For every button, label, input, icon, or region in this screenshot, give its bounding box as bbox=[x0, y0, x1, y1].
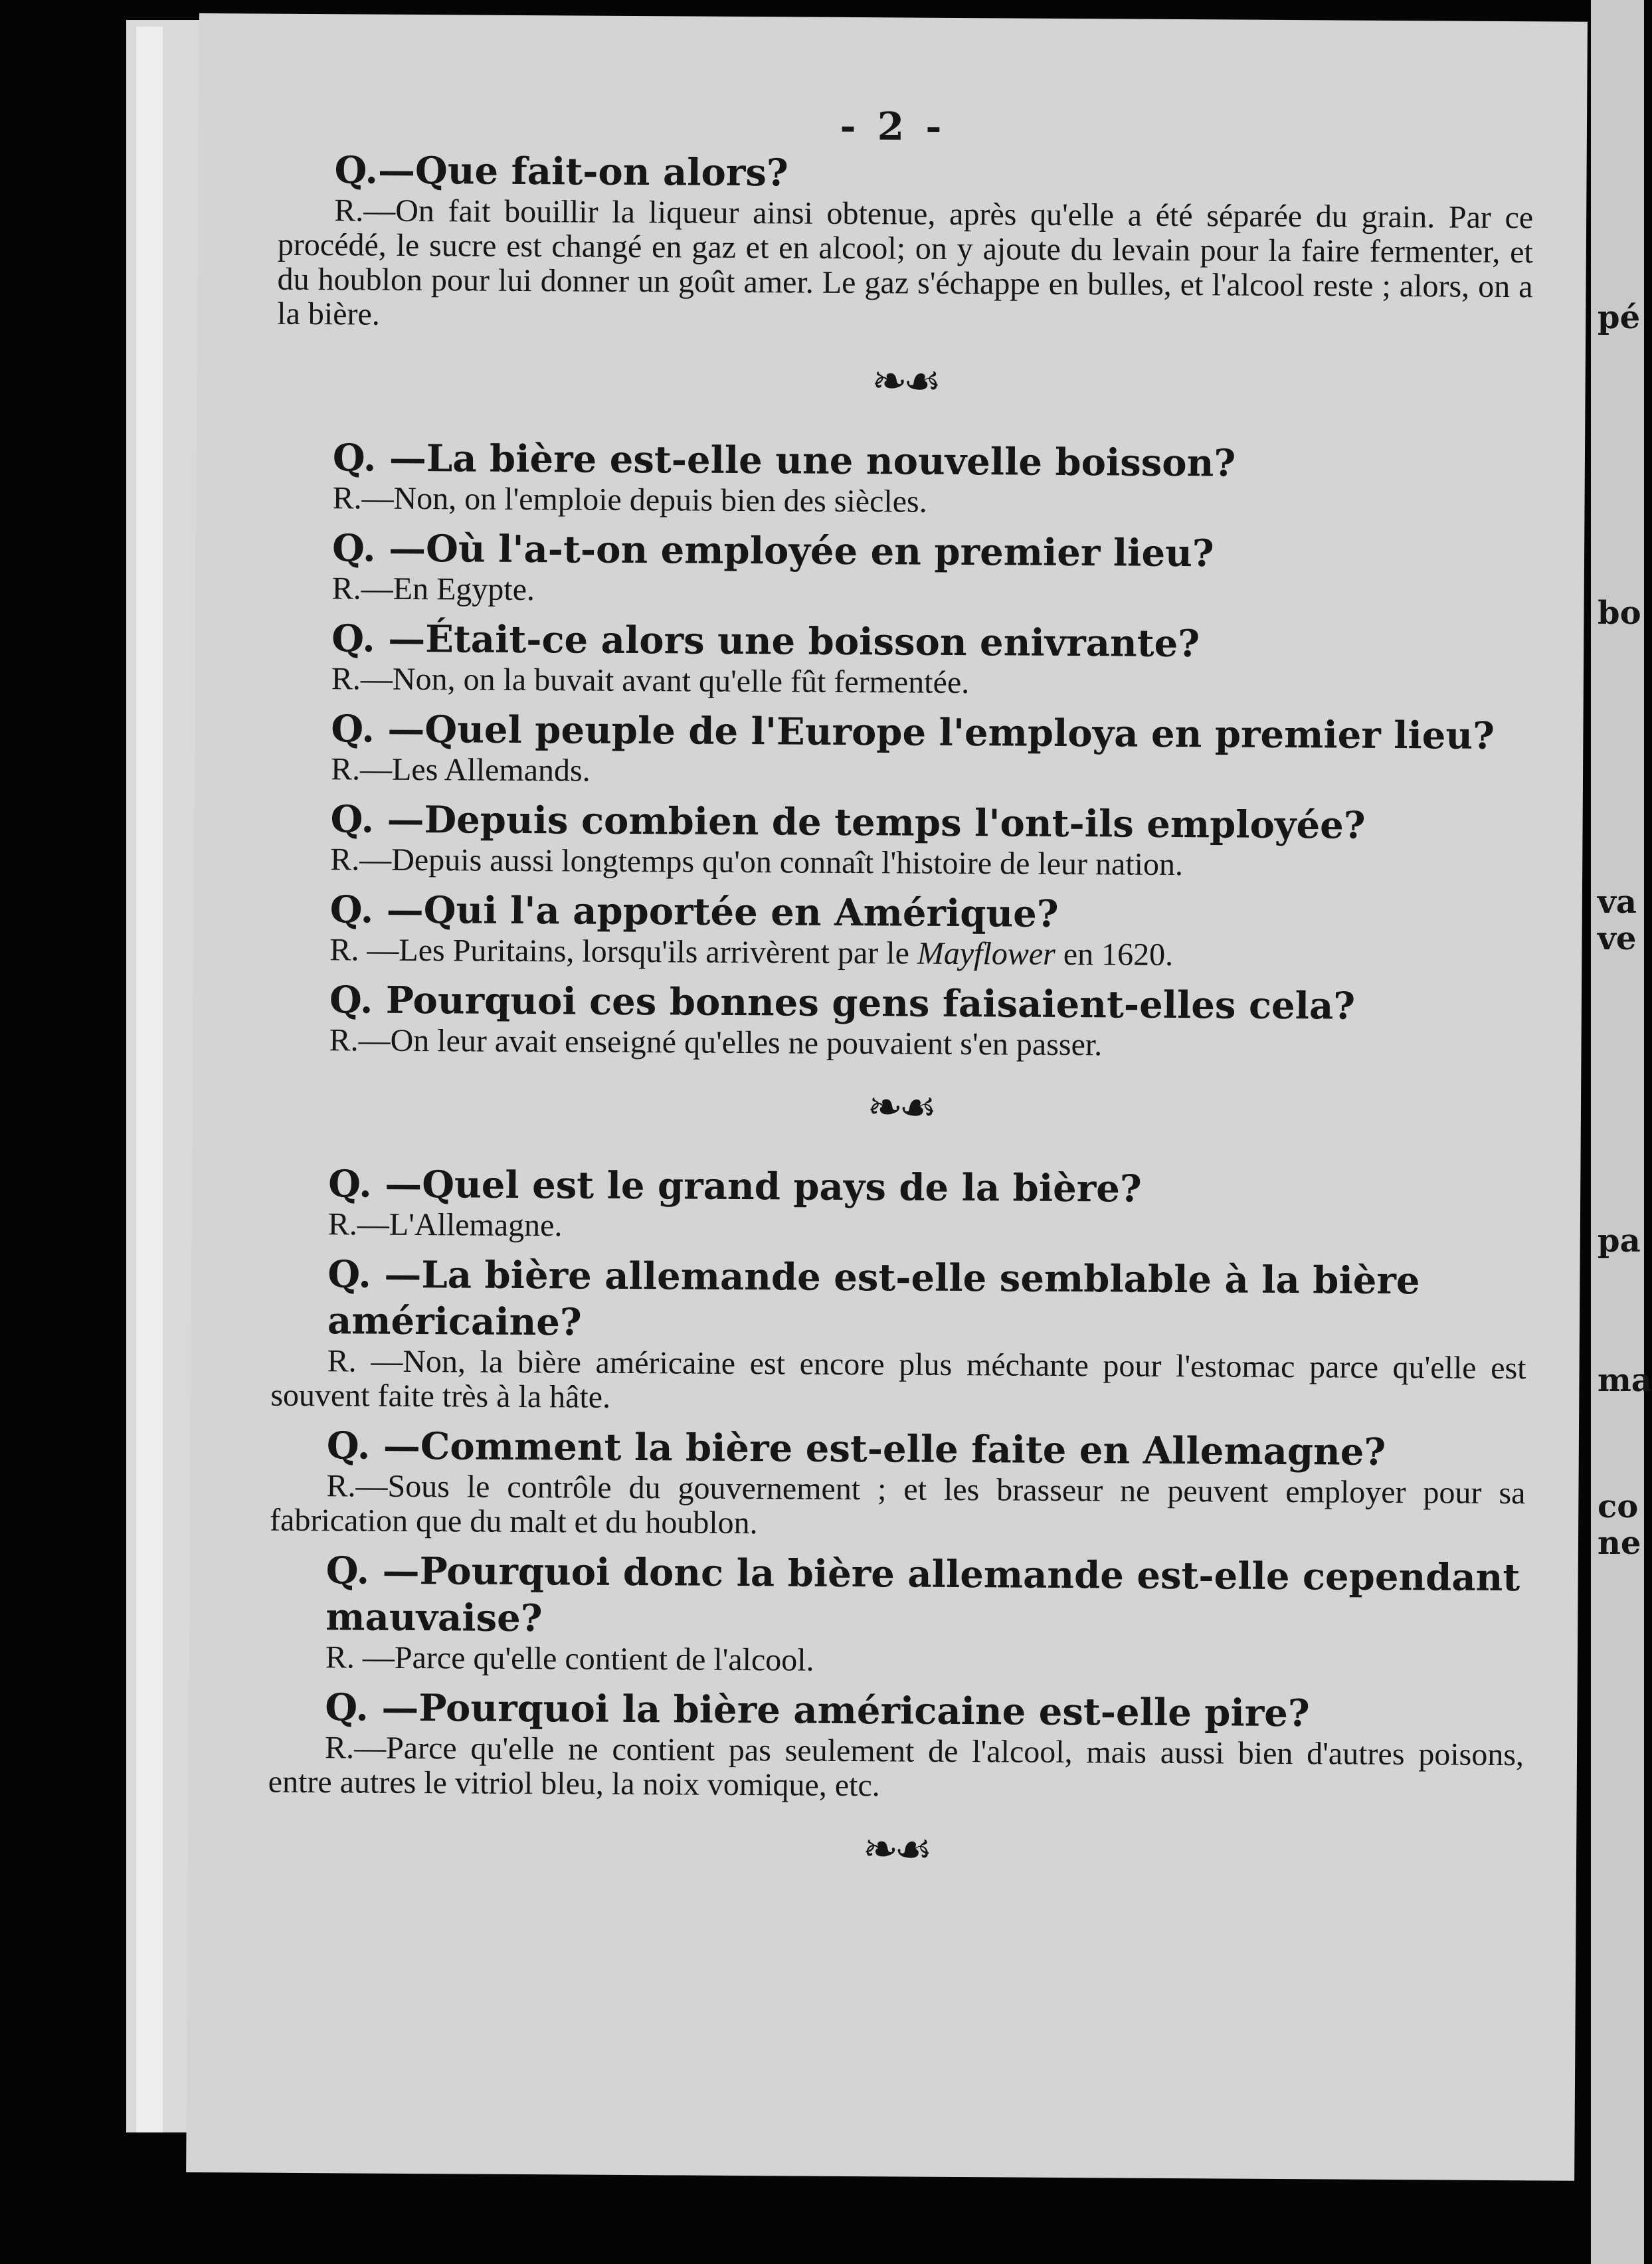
question: Q. —Pourquoi donc la bière allemande est-elle cependant mauvaise? bbox=[325, 1549, 1520, 1641]
qa-block bbox=[273, 886, 1529, 975]
question: Q. —Quel est le grand pays de la bière? bbox=[328, 1162, 1142, 1211]
qa-block bbox=[274, 706, 1530, 795]
ship-name: Mayflower bbox=[917, 935, 1055, 972]
answer: R.—Parce qu'elle ne contient pas seulement de l'alcool, mais aussi bien d'autres poisons, entre autres le vitriol bleu, la noix vomique, etc. bbox=[268, 1730, 1524, 1804]
answer-text: en 1620. bbox=[1055, 936, 1174, 973]
answer bbox=[273, 933, 1528, 975]
document-page bbox=[186, 13, 1588, 2181]
left-page-edge-inner bbox=[136, 27, 163, 2132]
question: Q. —Pourquoi la bière américaine est-elle pire? bbox=[325, 1685, 1310, 1736]
answer: R.—Les Allemands. bbox=[330, 751, 591, 789]
answer: R.—On leur avait enseigné qu'elles ne pouvaient s'en passer. bbox=[329, 1022, 1103, 1063]
page-content bbox=[268, 147, 1534, 1910]
ornament-divider: ❧☙ bbox=[867, 1083, 933, 1133]
answer: R.—Sous le contrôle du gouvernement ; et les brasseur ne peuvent employer pour sa fabrication que du malt et du houblon. bbox=[269, 1468, 1526, 1541]
right-fragment: bo bbox=[1598, 595, 1641, 632]
answer: R. —Non, la bière américaine est encore plus méchante pour l'estomac parce qu'elle est souvent faite très à la hâte. bbox=[270, 1343, 1526, 1415]
qa-block bbox=[272, 1161, 1528, 1250]
qa-block bbox=[269, 1547, 1525, 1683]
right-fragment: pé bbox=[1598, 299, 1641, 336]
answer-text: R. —Les Puritains, lorsqu'ils arrivèrent par le bbox=[329, 932, 918, 971]
right-fragment: ne bbox=[1598, 1525, 1641, 1562]
question: Q.—Que fait-on alors? bbox=[334, 148, 788, 195]
qa-block bbox=[275, 615, 1531, 704]
ornament-divider: ❧☙ bbox=[871, 357, 938, 407]
question: Q. Pourquoi ces bonnes gens faisaient-elles cela? bbox=[329, 978, 1356, 1028]
page-number: - 2 - bbox=[840, 103, 946, 149]
qa-block bbox=[276, 434, 1532, 523]
question: Q. —La bière est-elle une nouvelle boisson? bbox=[332, 436, 1236, 486]
question: Q. —La bière allemande est-elle semblable à la bière américaine? bbox=[327, 1252, 1420, 1345]
question: Q. —Qui l'a apportée en Amérique? bbox=[329, 888, 1059, 936]
answer: R. —Parce qu'elle contient de l'alcool. bbox=[325, 1640, 814, 1678]
right-fragment: ma bbox=[1598, 1362, 1652, 1399]
qa-block bbox=[270, 1251, 1526, 1421]
right-fragment: va bbox=[1598, 884, 1637, 921]
question: Q. —Était-ce alors une boisson enivrante? bbox=[331, 616, 1200, 666]
question: Q. —Quel peuple de l'Europe l'employa en premier lieu? bbox=[331, 707, 1495, 758]
answer: R.—Non, on la buvait avant qu'elle fût fermentée. bbox=[331, 661, 970, 701]
answer: R.—En Egypte. bbox=[331, 571, 535, 608]
right-fragment: co bbox=[1598, 1488, 1639, 1525]
answer: R.—Non, on l'emploie depuis bien des siècles. bbox=[332, 480, 927, 519]
right-fragment: ve bbox=[1598, 920, 1637, 957]
answer: R.—On fait bouillir la liqueur ainsi obtenue, après qu'elle a été séparée du grain. Par ce procédé, le sucre est changé en gaz et en alcool; on y ajoute du levain pour la faire fermenter, et du houblon pour lui donner un goût amer. Le gaz s'échappe en bulles, et l'alcool reste ; alors, on a la bière. bbox=[277, 193, 1534, 332]
qa-block bbox=[268, 1684, 1524, 1808]
qa-block bbox=[276, 525, 1532, 614]
question: Q. —Comment la bière est-elle faite en Allemagne? bbox=[326, 1424, 1386, 1474]
right-fragment: pa bbox=[1598, 1222, 1641, 1260]
qa-block bbox=[272, 977, 1528, 1066]
question: Q. —Depuis combien de temps l'ont-ils employée? bbox=[330, 797, 1366, 848]
answer: R.—Depuis aussi longtemps qu'on connaît l'histoire de leur nation. bbox=[330, 842, 1184, 883]
adjacent-page-edge bbox=[1591, 0, 1644, 2264]
answer: R.—L'Allemagne. bbox=[327, 1206, 563, 1244]
ornament-divider: ❧☙ bbox=[862, 1825, 929, 1875]
question: Q. —Où l'a-t-on employée en premier lieu? bbox=[331, 526, 1214, 576]
qa-block bbox=[274, 796, 1530, 885]
qa-block bbox=[277, 147, 1534, 339]
qa-block bbox=[270, 1422, 1526, 1546]
